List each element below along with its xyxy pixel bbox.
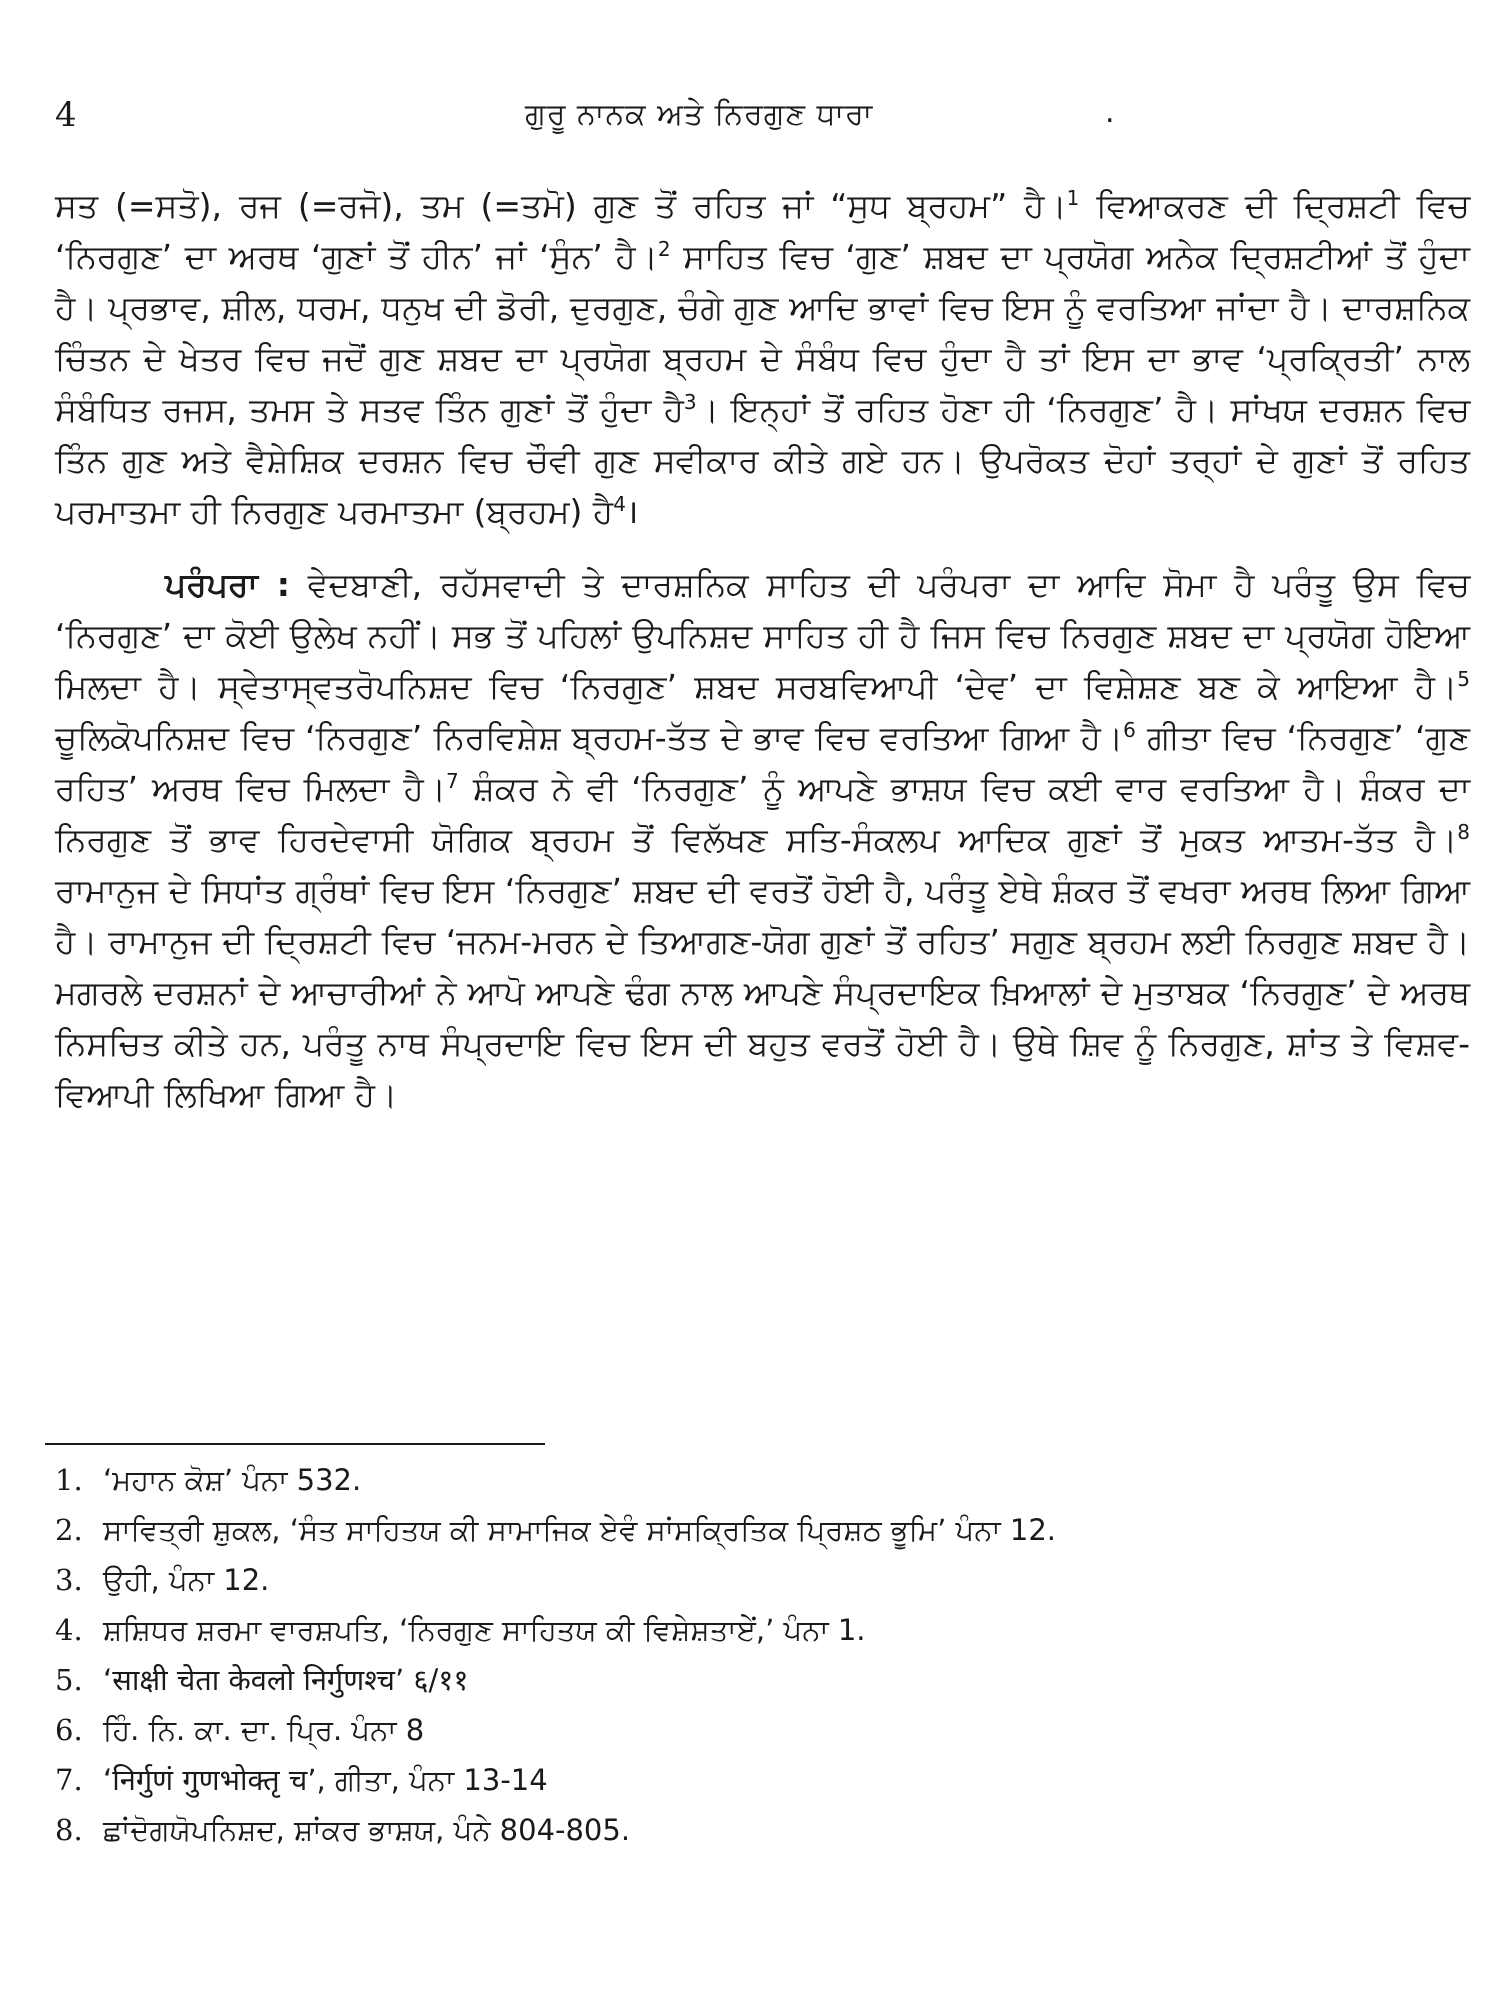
footnote-item (55, 1505, 1455, 1555)
footnote-text: ‘ਮਹਾਨ ਕੋਸ਼’ ਪੰਨਾ 532. (103, 1463, 362, 1497)
paragraph-text: ਚੂਲਿਕੋਪਨਿਸ਼ਦ ਵਿਚ ‘ਨਿਰਗੁਣ’ ਨਿਰਵਿਸ਼ੇਸ਼ ਬ੍ਰਹਮ-ਤੱਤ ਦੇ ਭਾਵ ਵਿਚ ਵਰਤਿਆ ਗਿਆ ਹੈ। (55, 718, 1124, 757)
paragraph-definition (55, 180, 1470, 537)
footnote-item (55, 1805, 1455, 1855)
paragraph-tradition (55, 559, 1470, 1120)
paragraph-text: ਸਾਹਿਤ ਵਿਚ ‘ਗੁਣ’ ਸ਼ਬਦ ਦਾ ਪ੍ਰਯੋਗ ਅਨੇਕ ਦ੍ਰਿਸ਼ਟੀਆਂ ਤੋਂ ਹੁੰਦਾ ਹੈ। ਪ੍ਰਭਾਵ, ਸ਼ੀਲ, ਧਰਮ, ਧਨੁਖ ਦੀ ਡੋਰੀ, ਦੁਰਗੁਣ, ਚੰਗੇ ਗੁਣ ਆਦਿ ਭਾਵਾਂ ਵਿਚ ਇਸ ਨੂੰ ਵਰਤਿਆ ਜਾਂਦਾ ਹੈ। ਦਾਰਸ਼ਨਿਕ ਚਿੰਤਨ ਦੇ ਖੇਤਰ ਵਿਚ ਜਦੋਂ ਗੁਣ ਸ਼ਬਦ ਦਾ ਪ੍ਰਯੋਗ ਬ੍ਰਹਮ ਦੇ ਸੰਬੰਧ ਵਿਚ ਹੁੰਦਾ ਹੈ ਤਾਂ ਇਸ ਦਾ ਭਾਵ ‘ਪ੍ਰਕ੍ਰਿਤੀ’ ਨਾਲ ਸੰਬੰਧਿਤ ਰਜਸ, ਤਮਸ ਤੇ ਸਤਵ ਤਿੰਨ ਗੁਣਾਂ ਤੋਂ ਹੁੰਦਾ ਹੈ (55, 237, 1470, 429)
footnote-item (55, 1655, 1455, 1705)
footnote-item (55, 1555, 1455, 1605)
header-dot: . (1105, 95, 1115, 130)
page-header (55, 95, 1440, 145)
footnote-text: ‘निर्गुणं गुणभोक्तृ च’, ਗੀਤਾ, ਪੰਨਾ 13-14 (103, 1763, 548, 1797)
footnote-item (55, 1455, 1455, 1505)
footnote-number: 8. (55, 1813, 83, 1847)
footnote-number: 4. (55, 1613, 83, 1647)
footnote-text: ‘साक्षी चेता केवलो निर्गुणश्च’ ६/११ (103, 1663, 469, 1697)
footnote-text: ਉਹੀ, ਪੰਨਾ 12. (103, 1563, 270, 1597)
body-text (55, 180, 1470, 1120)
footnote-number: 1. (55, 1463, 83, 1497)
footnote-ref: 8 (1457, 820, 1470, 844)
footnote-ref: 6 (1123, 718, 1136, 742)
paragraph-text: ਸਤ (=ਸਤੋ), ਰਜ (=ਰਜੋ), ਤਮ (=ਤਮੋ) ਗੁਣ ਤੋਂ ਰਹਿਤ ਜਾਂ “ਸੁਧ ਬ੍ਰਹਮ” ਹੈ। (55, 186, 1067, 225)
footnote-ref: 5 (1457, 667, 1470, 691)
paragraph-text: ਵਿਆਕਰਣ ਦੀ ਦ੍ਰਿਸ਼ਟੀ ਵਿਚ ‘ਨਿਰਗੁਣ’ ਦਾ ਅਰਥ ‘ਗੁਣਾਂ ਤੋਂ ਹੀਨ’ ਜਾਂ ‘ਸੁੰਨ’ ਹੈ। (55, 186, 1470, 276)
footnote-ref: 3 (683, 390, 697, 414)
paragraph-text: ਰਾਮਾਨੁਜ ਦੇ ਸਿਧਾਂਤ ਗ੍ਰੰਥਾਂ ਵਿਚ ਇਸ ‘ਨਿਰਗੁਣ’ ਸ਼ਬਦ ਦੀ ਵਰਤੋਂ ਹੋਈ ਹੈ, ਪਰੰਤੂ ਏਥੇ ਸ਼ੰਕਰ ਤੋਂ ਵਖਰਾ ਅਰਥ ਲਿਆ ਗਿਆ ਹੈ। ਰਾਮਾਨੁਜ ਦੀ ਦ੍ਰਿਸ਼ਟੀ ਵਿਚ ‘ਜਨਮ-ਮਰਨ ਦੇ ਤਿਆਗਣ-ਯੋਗ ਗੁਣਾਂ ਤੋਂ ਰਹਿਤ’ ਸਗੁਣ ਬ੍ਰਹਮ ਲਈ ਨਿਰਗੁਣ ਸ਼ਬਦ ਹੈ। ਮਗਰਲੇ ਦਰਸ਼ਨਾਂ ਦੇ ਆਚਾਰੀਆਂ ਨੇ ਆਪੋ ਆਪਣੇ ਢੰਗ ਨਾਲ ਆਪਣੇ ਸੰਪ੍ਰਦਾਇਕ ਖ਼ਿਆਲਾਂ ਦੇ ਮੁਤਾਬਕ ‘ਨਿਰਗੁਣ’ ਦੇ ਅਰਥ ਨਿਸਚਿਤ ਕੀਤੇ ਹਨ, ਪਰੰਤੂ ਨਾਥ ਸੰਪ੍ਰਦਾਇ ਵਿਚ ਇਸ ਦੀ ਬਹੁਤ ਵਰਤੋਂ ਹੋਈ ਹੈ। ਉਥੇ ਸ਼ਿਵ ਨੂੰ ਨਿਰਗੁਣ, ਸ਼ਾਂਤ ਤੇ ਵਿਸ਼ਵ-ਵਿਆਪੀ ਲਿਖਿਆ ਗਿਆ ਹੈ। (55, 871, 1470, 1114)
footnote-ref: 4 (613, 492, 626, 516)
paragraph-text: ਸ਼ੰਕਰ ਨੇ ਵੀ ‘ਨਿਰਗੁਣ’ ਨੂੰ ਆਪਣੇ ਭਾਸ਼ਯ ਵਿਚ ਕਈ ਵਾਰ ਵਰਤਿਆ ਹੈ। ਸ਼ੰਕਰ ਦਾ ਨਿਰਗੁਣ ਤੋਂ ਭਾਵ ਹਿਰਦੇਵਾਸੀ ਯੋਗਿਕ ਬ੍ਰਹਮ ਤੋਂ ਵਿਲੱਖਣ ਸਤਿ-ਸੰਕਲਪ ਆਦਿਕ ਗੁਣਾਂ ਤੋਂ ਮੁਕਤ ਆਤਮ-ਤੱਤ ਹੈ। (55, 769, 1471, 859)
paragraph-text: । ਇਨ੍ਹਾਂ ਤੋਂ ਰਹਿਤ ਹੋਣਾ ਹੀ ‘ਨਿਰਗੁਣ’ ਹੈ। ਸਾਂਖਯ ਦਰਸ਼ਨ ਵਿਚ ਤਿੰਨ ਗੁਣ ਅਤੇ ਵੈਸ਼ੇਸ਼ਿਕ ਦਰਸ਼ਨ ਵਿਚ ਚੌਵੀ ਗੁਣ ਸਵੀਕਾਰ ਕੀਤੇ ਗਏ ਹਨ। ਉਪਰੋਕਤ ਦੋਹਾਂ ਤਰ੍ਹਾਂ ਦੇ ਗੁਣਾਂ ਤੋਂ ਰਹਿਤ ਪਰਮਾਤਮਾ ਹੀ ਨਿਰਗੁਣ ਪਰਮਾਤਮਾ (ਬ੍ਰਹਮ) ਹੈ (55, 390, 1470, 531)
footnote-ref: 2 (657, 237, 671, 261)
footnote-item (55, 1755, 1455, 1805)
section-term: ਪਰੰਪਰਾ : (165, 565, 290, 604)
footnote-number: 5. (55, 1663, 83, 1697)
footnotes-list (55, 1455, 1455, 1855)
paragraph-text: ਗੀਤਾ ਵਿਚ ‘ਨਿਰਗੁਣ’ ‘ਗੁਣ ਰਹਿਤ’ ਅਰਥ ਵਿਚ ਮਿਲਦਾ ਹੈ। (55, 718, 1471, 808)
footnote-text: ਛਾਂਦੋਗਯੋਪਨਿਸ਼ਦ, ਸ਼ਾਂਕਰ ਭਾਸ਼ਯ, ਪੰਨੇ 804-805. (103, 1813, 631, 1847)
footnote-item (55, 1605, 1455, 1655)
footnote-number: 6. (55, 1713, 83, 1747)
footnote-ref: 1 (1066, 186, 1080, 210)
footnote-item (55, 1705, 1455, 1755)
footnote-ref: 7 (446, 769, 459, 793)
footnote-number: 7. (55, 1763, 83, 1797)
footnote-number: 3. (55, 1563, 83, 1597)
running-title: ਗੁਰੂ ਨਾਨਕ ਅਤੇ ਨਿਰਗੁਣ ਧਾਰਾ (525, 97, 874, 132)
footnote-number: 2. (55, 1513, 83, 1547)
footnote-text: ਹਿੰ. ਨਿ. ਕਾ. ਦਾ. ਪ੍ਰਿ. ਪੰਨਾ 8 (103, 1713, 425, 1747)
footnote-divider (45, 1443, 545, 1445)
paragraph-text: । (625, 492, 639, 531)
footnote-text: ਸ਼ਸ਼ਿਧਰ ਸ਼ਰਮਾ ਵਾਰਸ਼ਪਤਿ, ‘ਨਿਰਗੁਣ ਸਾਹਿਤਯ ਕੀ ਵਿਸ਼ੇਸ਼ਤਾਏਂ,’ ਪੰਨਾ 1. (103, 1613, 866, 1647)
paragraph-text: ਵੇਦਬਾਣੀ, ਰਹੱਸਵਾਦੀ ਤੇ ਦਾਰਸ਼ਨਿਕ ਸਾਹਿਤ ਦੀ ਪਰੰਪਰਾ ਦਾ ਆਦਿ ਸੋਮਾ ਹੈ ਪਰੰਤੂ ਉਸ ਵਿਚ ‘ਨਿਰਗੁਣ’ ਦਾ ਕੋਈ ਉਲੇਖ ਨਹੀਂ। ਸਭ ਤੋਂ ਪਹਿਲਾਂ ਉਪਨਿਸ਼ਦ ਸਾਹਿਤ ਹੀ ਹੈ ਜਿਸ ਵਿਚ ਨਿਰਗੁਣ ਸ਼ਬਦ ਦਾ ਪ੍ਰਯੋਗ ਹੋਇਆ ਮਿਲਦਾ ਹੈ। ਸ੍ਵੇਤਾਸ੍ਵਤਰੋਪਨਿਸ਼ਦ ਵਿਚ ‘ਨਿਰਗੁਣ’ ਸ਼ਬਦ ਸਰਬਵਿਆਪੀ ‘ਦੇਵ’ ਦਾ ਵਿਸ਼ੇਸ਼ਣ ਬਣ ਕੇ ਆਇਆ ਹੈ। (55, 565, 1470, 706)
page-number: 4 (55, 95, 77, 135)
footnote-text: ਸਾਵਿਤ੍ਰੀ ਸ਼ੁਕਲ, ‘ਸੰਤ ਸਾਹਿਤਯ ਕੀ ਸਾਮਾਜਿਕ ਏਵੰ ਸਾਂਸਕ੍ਰਿਤਿਕ ਪ੍ਰਿਸ਼ਠ ਭੂਮਿ’ ਪੰਨਾ 12. (103, 1513, 1057, 1547)
